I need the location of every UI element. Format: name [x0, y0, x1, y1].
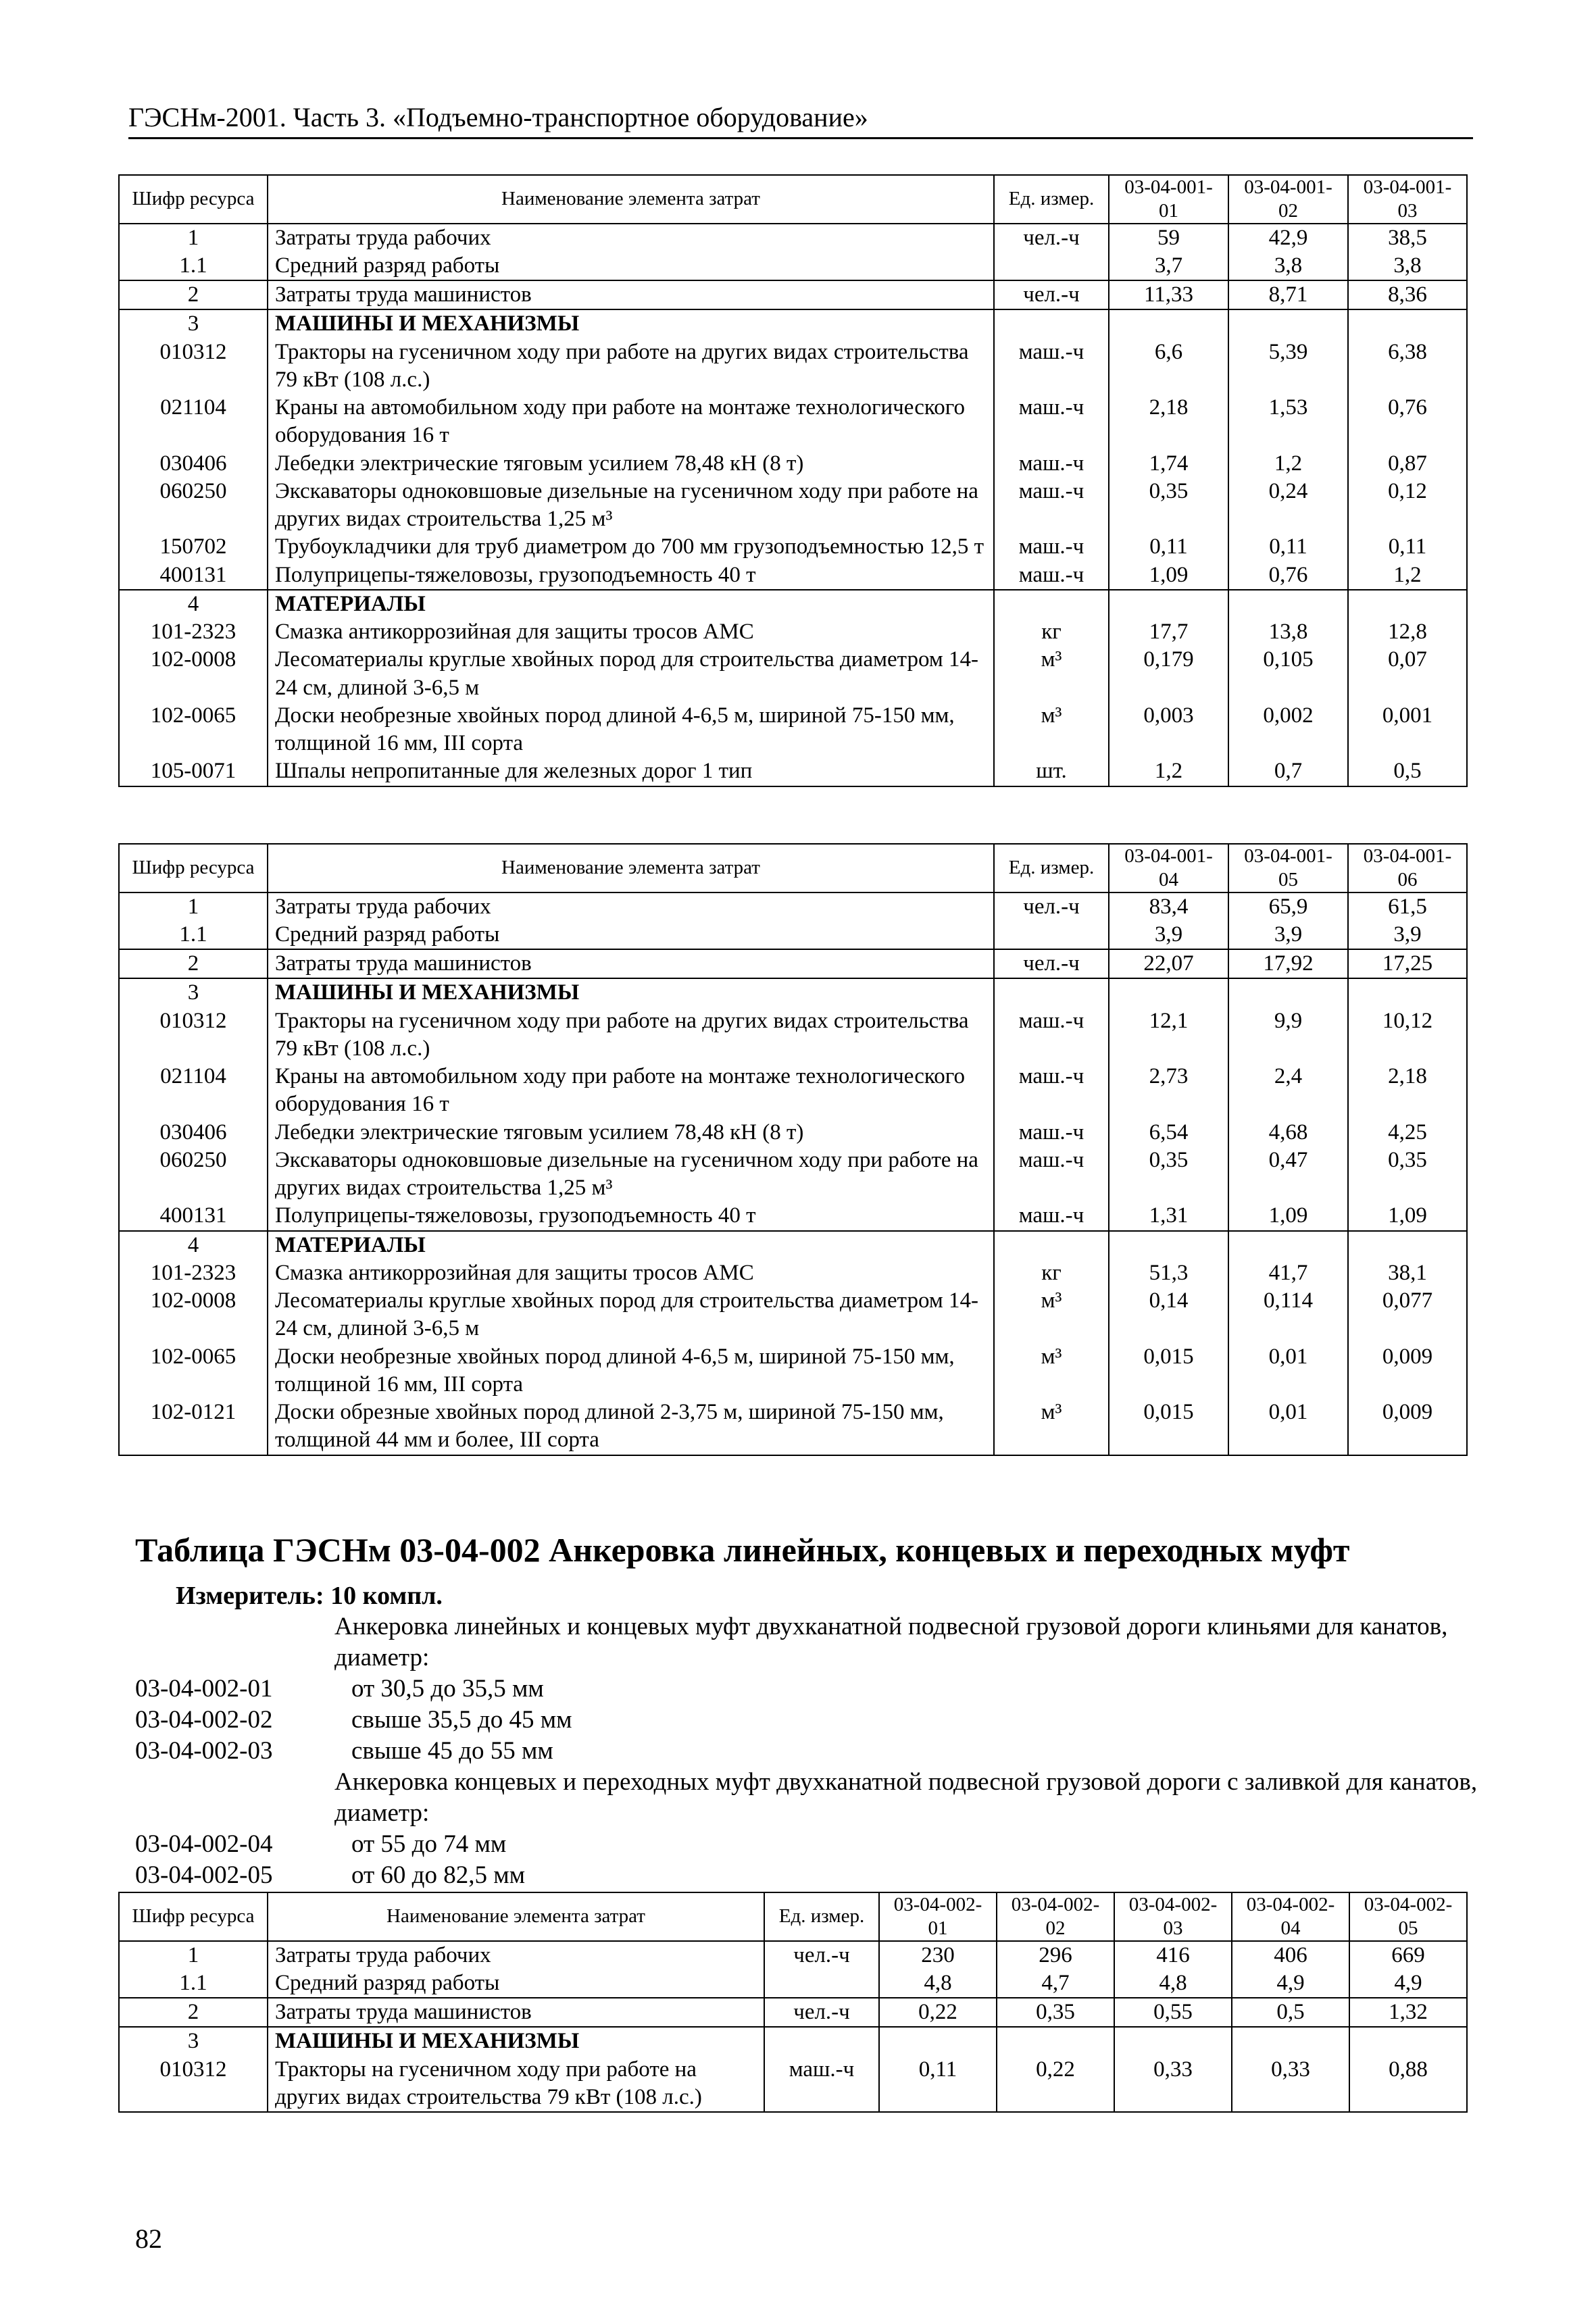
variant-text: от 30,5 до 35,5 мм [351, 1675, 544, 1703]
variant-text: от 55 до 74 мм [351, 1830, 507, 1858]
value-cell: 10,12 [1348, 1007, 1467, 1063]
column-header: Ед. измер. [994, 175, 1109, 224]
value-cell: 0,11 [1228, 533, 1348, 561]
value-cell: 8,71 [1228, 280, 1348, 309]
cost-element-name: Трубоукладчики для труб диаметром до 700 мм грузоподъемностью 12,5 т [268, 533, 994, 561]
unit-cell: м³ [994, 646, 1109, 702]
column-header: Шифр ресурса [119, 844, 268, 892]
variant-text: от 60 до 82,5 мм [351, 1861, 526, 1889]
column-header: 03-04-002-02 [997, 1892, 1114, 1941]
cost-element-name: Полуприцепы-тяжеловозы, грузоподъемность 40 т [268, 561, 994, 590]
value-cell: 38,1 [1348, 1259, 1467, 1287]
value-cell: 4,68 [1228, 1119, 1348, 1147]
value-cell: 4,8 [879, 1969, 997, 1998]
value-cell: 6,6 [1109, 338, 1228, 395]
cost-element-name: Затраты труда рабочих [268, 1941, 764, 1969]
table-row [119, 394, 1467, 450]
unit-cell: маш.-ч [994, 478, 1109, 534]
table-row [119, 280, 1467, 309]
resource-code: 150702 [119, 533, 268, 561]
value-cell: 0,12 [1348, 478, 1467, 534]
value-cell: 0,7 [1228, 757, 1348, 786]
value-cell: 1,31 [1109, 1202, 1228, 1230]
resource-table-002 [118, 1892, 1468, 2113]
column-header: 03-04-002-01 [879, 1892, 997, 1941]
unit-cell [994, 921, 1109, 949]
value-cell: 0,077 [1348, 1287, 1467, 1343]
value-cell: 0,01 [1228, 1343, 1348, 1399]
page-number: 82 [135, 2223, 162, 2254]
resource-code: 105-0071 [119, 757, 268, 786]
cost-element-name: Экскаваторы одноковшовые дизельные на гусеничном ходу при работе на других видах строительства 1,25 м³ [268, 1147, 994, 1203]
resource-code: 101-2323 [119, 1259, 268, 1287]
column-header: Ед. измер. [764, 1892, 879, 1941]
value-cell: 3,9 [1109, 921, 1228, 949]
value-cell [1228, 309, 1348, 338]
unit-cell: маш.-ч [994, 1119, 1109, 1147]
cost-element-name: МАШИНЫ И МЕХАНИЗМЫ [268, 2027, 764, 2055]
value-cell: 0,105 [1228, 646, 1348, 702]
unit-cell: кг [994, 1259, 1109, 1287]
unit-cell: маш.-ч [994, 561, 1109, 590]
resource-code: 021104 [119, 1063, 268, 1119]
value-cell: 0,001 [1348, 702, 1467, 758]
value-cell: 11,33 [1109, 280, 1228, 309]
column-header: 03-04-002-05 [1349, 1892, 1467, 1941]
variant-row [135, 1674, 1480, 1705]
value-cell: 5,39 [1228, 338, 1348, 395]
value-cell: 2,18 [1109, 394, 1228, 450]
cost-element-name: Краны на автомобильном ходу при работе на монтаже технологического оборудования 16 т [268, 394, 994, 450]
unit-cell: маш.-ч [994, 1202, 1109, 1230]
variant-code: 03-04-002-01 [135, 1675, 273, 1703]
table-row [119, 450, 1467, 478]
value-cell: 0,11 [879, 2056, 997, 2113]
value-cell: 51,3 [1109, 1259, 1228, 1287]
value-cell: 3,7 [1109, 252, 1228, 280]
value-cell: 1,53 [1228, 394, 1348, 450]
unit-cell [764, 2027, 879, 2055]
table-row [119, 2056, 1467, 2113]
value-cell: 9,9 [1228, 1007, 1348, 1063]
value-cell: 406 [1232, 1941, 1349, 1969]
value-cell: 12,1 [1109, 1007, 1228, 1063]
value-cell: 1,09 [1348, 1202, 1467, 1230]
cost-element-name: МАТЕРИАЛЫ [268, 1231, 994, 1259]
table-row [119, 1231, 1467, 1259]
table-row [119, 1063, 1467, 1119]
unit-cell [994, 1231, 1109, 1259]
resource-code: 102-0008 [119, 1287, 268, 1343]
unit-cell: м³ [994, 1287, 1109, 1343]
value-cell [1109, 309, 1228, 338]
cost-element-name: Лесоматериалы круглые хвойных пород для строительства диаметром 14-24 см, длиной 3-6,5 м [268, 1287, 994, 1343]
resource-code: 1.1 [119, 252, 268, 280]
unit-cell: маш.-ч [994, 338, 1109, 395]
value-cell: 1,2 [1348, 561, 1467, 590]
table-row [119, 1202, 1467, 1230]
table-row [119, 533, 1467, 561]
value-cell: 0,01 [1228, 1399, 1348, 1455]
resource-code: 1.1 [119, 1969, 268, 1998]
cost-element-name: Смазка антикоррозийная для защиты тросов АМС [268, 618, 994, 646]
value-cell: 0,009 [1348, 1399, 1467, 1455]
value-cell [1228, 978, 1348, 1007]
table-header-row [119, 175, 1467, 224]
value-cell: 0,24 [1228, 478, 1348, 534]
resource-code: 2 [119, 1998, 268, 2027]
cost-element-name: МАШИНЫ И МЕХАНИЗМЫ [268, 978, 994, 1007]
unit-cell: шт. [994, 757, 1109, 786]
cost-element-name: Экскаваторы одноковшовые дизельные на гусеничном ходу при работе на других видах строительства 1,25 м³ [268, 478, 994, 534]
value-cell: 61,5 [1348, 892, 1467, 921]
column-header: 03-04-002-04 [1232, 1892, 1349, 1941]
value-cell [1228, 590, 1348, 618]
column-header: Шифр ресурса [119, 175, 268, 224]
value-cell: 0,22 [997, 2056, 1114, 2113]
value-cell: 8,36 [1348, 280, 1467, 309]
resource-code: 3 [119, 2027, 268, 2055]
value-cell: 230 [879, 1941, 997, 1969]
value-cell: 0,114 [1228, 1287, 1348, 1343]
variant-code: 03-04-002-02 [135, 1706, 273, 1734]
variant-text: свыше 45 до 55 мм [351, 1737, 553, 1765]
table-row [119, 224, 1467, 252]
cost-element-name: Шпалы непропитанные для железных дорог 1 тип [268, 757, 994, 786]
cost-element-name: Тракторы на гусеничном ходу при работе на других видах строительства 79 кВт (108 л.с.) [268, 2056, 764, 2113]
value-cell: 0,35 [1109, 1147, 1228, 1203]
value-cell: 669 [1349, 1941, 1467, 1969]
value-cell [1348, 978, 1467, 1007]
resource-code: 102-0065 [119, 702, 268, 758]
unit-cell: чел.-ч [764, 1998, 879, 2027]
cost-element-name: Лесоматериалы круглые хвойных пород для строительства диаметром 14-24 см, длиной 3-6,5 м [268, 646, 994, 702]
value-cell: 1,09 [1228, 1202, 1348, 1230]
table-header-row [119, 1892, 1467, 1941]
resource-code: 2 [119, 949, 268, 978]
value-cell: 0,55 [1114, 1998, 1232, 2027]
value-cell: 17,92 [1228, 949, 1348, 978]
resource-code: 102-0121 [119, 1399, 268, 1455]
column-header: Наименование элемента затрат [268, 1892, 764, 1941]
variant-code: 03-04-002-03 [135, 1737, 273, 1765]
unit-cell: м³ [994, 702, 1109, 758]
cost-element-name: Затраты труда рабочих [268, 892, 994, 921]
value-cell: 3,8 [1348, 252, 1467, 280]
value-cell: 17,7 [1109, 618, 1228, 646]
value-cell: 6,54 [1109, 1119, 1228, 1147]
resource-table-001-04-06 [118, 843, 1468, 1456]
resource-code: 400131 [119, 561, 268, 590]
table-row [119, 1399, 1467, 1455]
table-row [119, 561, 1467, 590]
value-cell: 0,5 [1348, 757, 1467, 786]
cost-element-name: Доски необрезные хвойных пород длиной 4-6,5 м, шириной 75-150 мм, толщиной 16 мм, III сорта [268, 702, 994, 758]
value-cell: 41,7 [1228, 1259, 1348, 1287]
table-row [119, 2027, 1467, 2055]
value-cell: 1,09 [1109, 561, 1228, 590]
table-row [119, 252, 1467, 280]
resource-code: 030406 [119, 1119, 268, 1147]
section-meter: Измеритель: 10 компл. [176, 1582, 443, 1610]
value-cell: 4,25 [1348, 1119, 1467, 1147]
resource-code: 3 [119, 978, 268, 1007]
cost-element-name: Затраты труда машинистов [268, 949, 994, 978]
unit-cell: маш.-ч [994, 1147, 1109, 1203]
unit-cell [994, 978, 1109, 1007]
value-cell: 17,25 [1348, 949, 1467, 978]
cost-element-name: Краны на автомобильном ходу при работе на монтаже технологического оборудования 16 т [268, 1063, 994, 1119]
page-header: ГЭСНм-2001. Часть 3. «Подъемно-транспортное оборудование» [128, 101, 1473, 139]
unit-cell: маш.-ч [994, 533, 1109, 561]
unit-cell: м³ [994, 1399, 1109, 1455]
cost-element-name: Лебедки электрические тяговым усилием 78,48 кН (8 т) [268, 450, 994, 478]
variants-desc-2: Анкеровка концевых и переходных муфт двухканатной подвесной грузовой дороги с заливкой для канатов, диаметр: [334, 1768, 1478, 1827]
value-cell [1232, 2027, 1349, 2055]
value-cell: 0,76 [1348, 394, 1467, 450]
resource-code: 101-2323 [119, 618, 268, 646]
resource-code: 1 [119, 224, 268, 252]
value-cell: 1,32 [1349, 1998, 1467, 2027]
value-cell: 13,8 [1228, 618, 1348, 646]
value-cell [1228, 1231, 1348, 1259]
table-row [119, 1287, 1467, 1343]
table-row [119, 1119, 1467, 1147]
value-cell [1109, 590, 1228, 618]
table-row [119, 892, 1467, 921]
variant-text: свыше 35,5 до 45 мм [351, 1706, 572, 1734]
value-cell: 1,74 [1109, 450, 1228, 478]
resource-code: 010312 [119, 338, 268, 395]
column-header: 03-04-001-03 [1348, 175, 1467, 224]
table-row [119, 757, 1467, 786]
unit-cell: маш.-ч [994, 394, 1109, 450]
value-cell: 4,8 [1114, 1969, 1232, 1998]
value-cell: 0,33 [1114, 2056, 1232, 2113]
cost-element-name: Лебедки электрические тяговым усилием 78,48 кН (8 т) [268, 1119, 994, 1147]
value-cell: 1,2 [1228, 450, 1348, 478]
value-cell: 12,8 [1348, 618, 1467, 646]
value-cell: 4,7 [997, 1969, 1114, 1998]
unit-cell: чел.-ч [994, 224, 1109, 252]
value-cell: 2,4 [1228, 1063, 1348, 1119]
variant-row [135, 1736, 1480, 1767]
column-header: 03-04-002-03 [1114, 1892, 1232, 1941]
value-cell: 0,07 [1348, 646, 1467, 702]
resource-code: 3 [119, 309, 268, 338]
value-cell: 0,47 [1228, 1147, 1348, 1203]
unit-cell: чел.-ч [994, 892, 1109, 921]
value-cell: 0,11 [1109, 533, 1228, 561]
value-cell: 0,5 [1232, 1998, 1349, 2027]
table-row [119, 949, 1467, 978]
variant-row [135, 1829, 1480, 1860]
table-row [119, 618, 1467, 646]
value-cell: 0,015 [1109, 1343, 1228, 1399]
resource-code: 4 [119, 1231, 268, 1259]
value-cell: 0,015 [1109, 1399, 1228, 1455]
value-cell: 3,9 [1228, 921, 1348, 949]
cost-element-name: Средний разряд работы [268, 1969, 764, 1998]
variant-row [135, 1860, 1480, 1891]
variants-list-1 [135, 1674, 1480, 1767]
value-cell: 65,9 [1228, 892, 1348, 921]
unit-cell [994, 252, 1109, 280]
unit-cell: чел.-ч [994, 949, 1109, 978]
resource-code: 1 [119, 892, 268, 921]
cost-element-name: Доски обрезные хвойных пород длиной 2-3,75 м, шириной 75-150 мм, толщиной 44 мм и более, III сорта [268, 1399, 994, 1455]
value-cell: 0,87 [1348, 450, 1467, 478]
value-cell [1349, 2027, 1467, 2055]
variants-desc-1: Анкеровка линейных и концевых муфт двухканатной подвесной грузовой дороги клиньями для канатов, диаметр: [334, 1613, 1448, 1671]
table-header-row [119, 844, 1467, 892]
value-cell: 6,38 [1348, 338, 1467, 395]
cost-element-name: Тракторы на гусеничном ходу при работе на других видах строительства 79 кВт (108 л.с.) [268, 1007, 994, 1063]
unit-cell [764, 1969, 879, 1998]
value-cell: 0,33 [1232, 2056, 1349, 2113]
value-cell [1348, 309, 1467, 338]
value-cell: 0,35 [997, 1998, 1114, 2027]
value-cell: 22,07 [1109, 949, 1228, 978]
variants-list-2 [135, 1829, 1480, 1891]
column-header: 03-04-001-01 [1109, 175, 1228, 224]
value-cell: 0,009 [1348, 1343, 1467, 1399]
cost-element-name: Затраты труда машинистов [268, 1998, 764, 2027]
resource-code: 060250 [119, 1147, 268, 1203]
value-cell: 0,35 [1348, 1147, 1467, 1203]
table-row [119, 702, 1467, 758]
table-row [119, 921, 1467, 949]
value-cell [879, 2027, 997, 2055]
value-cell: 0,35 [1109, 478, 1228, 534]
unit-cell: чел.-ч [994, 280, 1109, 309]
resource-code: 021104 [119, 394, 268, 450]
value-cell: 296 [997, 1941, 1114, 1969]
value-cell: 0,002 [1228, 702, 1348, 758]
resource-code: 102-0065 [119, 1343, 268, 1399]
table-row [119, 1998, 1467, 2027]
value-cell: 2,73 [1109, 1063, 1228, 1119]
table-row [119, 1343, 1467, 1399]
value-cell: 4,9 [1232, 1969, 1349, 1998]
value-cell: 0,88 [1349, 2056, 1467, 2113]
cost-element-name: Доски необрезные хвойных пород длиной 4-6,5 м, шириной 75-150 мм, толщиной 16 мм, III сорта [268, 1343, 994, 1399]
unit-cell: кг [994, 618, 1109, 646]
cost-element-name: Затраты труда машинистов [268, 280, 994, 309]
table-row [119, 590, 1467, 618]
value-cell [1109, 1231, 1228, 1259]
variant-code: 03-04-002-04 [135, 1830, 273, 1858]
value-cell: 38,5 [1348, 224, 1467, 252]
cost-element-name: Тракторы на гусеничном ходу при работе на других видах строительства 79 кВт (108 л.с.) [268, 338, 994, 395]
table-row [119, 1969, 1467, 1998]
column-header: Шифр ресурса [119, 1892, 268, 1941]
variant-row [135, 1705, 1480, 1736]
value-cell: 0,22 [879, 1998, 997, 2027]
resource-code: 102-0008 [119, 646, 268, 702]
unit-cell: маш.-ч [764, 2056, 879, 2113]
table-row [119, 978, 1467, 1007]
value-cell: 3,9 [1348, 921, 1467, 949]
table-row [119, 1941, 1467, 1969]
cost-element-name: МАШИНЫ И МЕХАНИЗМЫ [268, 309, 994, 338]
cost-element-name: Средний разряд работы [268, 921, 994, 949]
value-cell: 0,003 [1109, 702, 1228, 758]
table-row [119, 338, 1467, 395]
resource-code: 010312 [119, 2056, 268, 2113]
unit-cell [994, 590, 1109, 618]
value-cell: 83,4 [1109, 892, 1228, 921]
value-cell: 0,14 [1109, 1287, 1228, 1343]
value-cell: 59 [1109, 224, 1228, 252]
unit-cell: маш.-ч [994, 450, 1109, 478]
column-header: Наименование элемента затрат [268, 175, 994, 224]
resource-code: 010312 [119, 1007, 268, 1063]
cost-element-name: Затраты труда рабочих [268, 224, 994, 252]
cost-element-name: Средний разряд работы [268, 252, 994, 280]
value-cell [1114, 2027, 1232, 2055]
unit-cell: м³ [994, 1343, 1109, 1399]
variant-code: 03-04-002-05 [135, 1861, 273, 1889]
resource-code: 1 [119, 1941, 268, 1969]
value-cell [1348, 1231, 1467, 1259]
column-header: Наименование элемента затрат [268, 844, 994, 892]
unit-cell [994, 309, 1109, 338]
variants-block [135, 1611, 1480, 1891]
value-cell: 416 [1114, 1941, 1232, 1969]
column-header: 03-04-001-06 [1348, 844, 1467, 892]
column-header: Ед. измер. [994, 844, 1109, 892]
value-cell: 1,2 [1109, 757, 1228, 786]
resource-code: 030406 [119, 450, 268, 478]
table-row [119, 1259, 1467, 1287]
table-row [119, 478, 1467, 534]
value-cell [997, 2027, 1114, 2055]
value-cell [1348, 590, 1467, 618]
unit-cell: маш.-ч [994, 1007, 1109, 1063]
table-row [119, 1147, 1467, 1203]
resource-code: 4 [119, 590, 268, 618]
value-cell: 0,179 [1109, 646, 1228, 702]
unit-cell: маш.-ч [994, 1063, 1109, 1119]
table-row [119, 309, 1467, 338]
table-row [119, 646, 1467, 702]
cost-element-name: Полуприцепы-тяжеловозы, грузоподъемность 40 т [268, 1202, 994, 1230]
cost-element-name: МАТЕРИАЛЫ [268, 590, 994, 618]
value-cell: 42,9 [1228, 224, 1348, 252]
value-cell: 3,8 [1228, 252, 1348, 280]
table-row [119, 1007, 1467, 1063]
column-header: 03-04-001-04 [1109, 844, 1228, 892]
resource-code: 1.1 [119, 921, 268, 949]
value-cell: 4,9 [1349, 1969, 1467, 1998]
section-title: Таблица ГЭСНм 03-04-002 Анкеровка линейных, концевых и переходных муфт [135, 1531, 1350, 1569]
column-header: 03-04-001-02 [1228, 175, 1348, 224]
resource-code: 060250 [119, 478, 268, 534]
resource-table-001-01-03 [118, 174, 1468, 787]
value-cell: 0,11 [1348, 533, 1467, 561]
unit-cell: чел.-ч [764, 1941, 879, 1969]
value-cell [1109, 978, 1228, 1007]
value-cell: 2,18 [1348, 1063, 1467, 1119]
resource-code: 400131 [119, 1202, 268, 1230]
cost-element-name: Смазка антикоррозийная для защиты тросов АМС [268, 1259, 994, 1287]
value-cell: 0,76 [1228, 561, 1348, 590]
resource-code: 2 [119, 280, 268, 309]
column-header: 03-04-001-05 [1228, 844, 1348, 892]
